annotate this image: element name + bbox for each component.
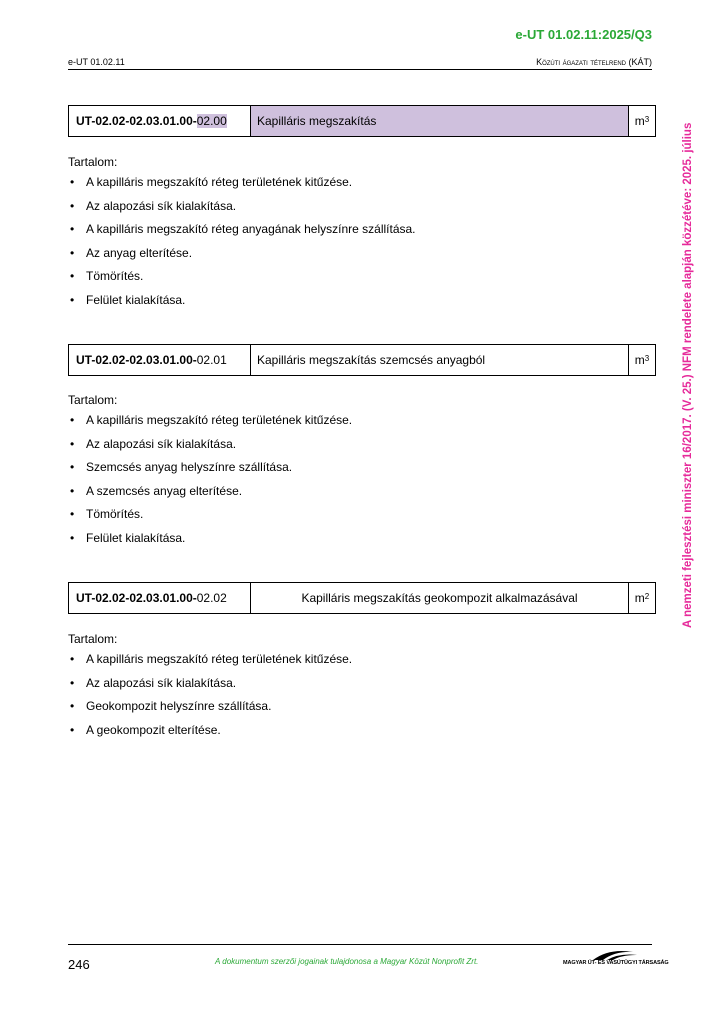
side-publication-note: A nemzeti fejlesztési miniszter 16/2017. (V. 25.) NFM rendelete alapján közzétéve: 2025. július (682, 122, 694, 628)
item-unit (629, 583, 655, 613)
item-unit (629, 345, 655, 375)
unit-exponent: 3 (644, 353, 650, 363)
item-table-1 (68, 105, 656, 137)
item-code-prefix: UT-02.02-02.03.01.00- (76, 353, 197, 367)
content-label: Tartalom: (68, 155, 118, 169)
running-header-right: Közúti ágazati tételrend (KÁT) (536, 57, 652, 67)
list-item: • A szemcsés anyag elterítése. (68, 483, 638, 507)
unit-base: m (634, 353, 645, 367)
item-title: Kapilláris megszakítás (251, 106, 629, 136)
list-item: • Tömörítés. (68, 506, 638, 530)
footer-rule (68, 944, 652, 945)
item-content-3 (68, 631, 638, 745)
item-code-suffix: 02.00 (196, 114, 227, 128)
copyright-notice: A dokumentum szerzői jogainak tulajdonosa a Magyar Közút Nonprofit Zrt. (215, 957, 479, 966)
unit-base: m (634, 114, 645, 128)
content-list (68, 651, 638, 745)
item-content-2 (68, 392, 638, 553)
list-item: • A kapilláris megszakító réteg területének kitűzése. (68, 651, 638, 675)
list-item: • Tömörítés. (68, 268, 638, 292)
list-item: • A kapilláris megszakító réteg területének kitűzése. (68, 174, 638, 198)
item-code-suffix: 02.02 (196, 591, 227, 605)
list-item: • Felület kialakítása. (68, 530, 638, 554)
list-item: • Az alapozási sík kialakítása. (68, 436, 638, 460)
list-item: • Az alapozási sík kialakítása. (68, 198, 638, 222)
list-item: • Az anyag elterítése. (68, 245, 638, 269)
list-item: • A kapilláris megszakító réteg területének kitűzése. (68, 412, 638, 436)
content-label: Tartalom: (68, 632, 118, 646)
logo-text: MAGYAR ÚT- ÉS VASÚTÜGYI TÁRSASÁG (563, 960, 669, 966)
item-code (69, 583, 251, 613)
document-code: e-UT 01.02.11:2025/Q3 (515, 27, 652, 42)
running-header-left: e-UT 01.02.11 (68, 57, 125, 67)
item-code-prefix: UT-02.02-02.03.01.00- (76, 591, 197, 605)
item-content-1 (68, 154, 638, 315)
list-item: • Felület kialakítása. (68, 292, 638, 316)
unit-exponent: 2 (644, 591, 650, 601)
item-unit (629, 106, 655, 136)
item-code (69, 106, 251, 136)
list-item: • Az alapozási sík kialakítása. (68, 675, 638, 699)
item-title: Kapilláris megszakítás geokompozit alkalmazásával (251, 583, 629, 613)
content-label: Tartalom: (68, 393, 118, 407)
content-list (68, 412, 638, 553)
list-item: • Geokompozit helyszínre szállítása. (68, 698, 638, 722)
list-item: • A geokompozit elterítése. (68, 722, 638, 746)
item-table-2 (68, 344, 656, 376)
item-title: Kapilláris megszakítás szemcsés anyagból (251, 345, 629, 375)
content-list (68, 174, 638, 315)
unit-base: m (634, 591, 645, 605)
list-item: • Szemcsés anyag helyszínre szállítása. (68, 459, 638, 483)
item-table-3 (68, 582, 656, 614)
item-code-suffix: 02.01 (196, 353, 227, 367)
company-logo (563, 948, 669, 970)
list-item: • A kapilláris megszakító réteg anyagának helyszínre szállítása. (68, 221, 638, 245)
item-code (69, 345, 251, 375)
item-code-prefix: UT-02.02-02.03.01.00- (76, 114, 197, 128)
unit-exponent: 3 (644, 114, 650, 124)
page-number: 246 (68, 957, 90, 972)
running-header (68, 57, 652, 70)
